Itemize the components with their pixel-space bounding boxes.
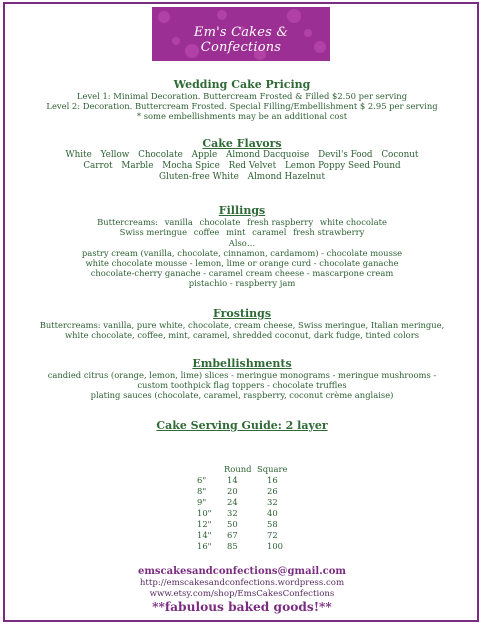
filling-item: white chocolate — [319, 217, 387, 228]
serving-col-square: Square — [257, 463, 288, 474]
flavor-item: Lemon Poppy Seed Pound — [284, 160, 401, 171]
flavors-section — [0, 137, 484, 184]
flavor-item: Red Velvet — [228, 160, 277, 171]
serving-col-size — [197, 463, 224, 474]
filling-item: coffee — [193, 227, 220, 238]
flavor-item: Carrot — [83, 160, 113, 171]
square-servings: 72 — [267, 530, 278, 541]
fillings-line: chocolate-cherry ganache - caramel cream cheese - mascarpone cream — [90, 268, 394, 279]
fillings-line: pastry cream (vanilla, chocolate, cinnamon, cardamom) - chocolate mousse — [81, 247, 403, 258]
filling-item: Swiss meringue — [119, 227, 188, 238]
flavor-item: Marble — [121, 160, 154, 171]
filling-item: caramel — [252, 227, 287, 238]
round-servings: 85 — [227, 541, 238, 552]
embellishments-line: candied citrus (orange, lemon, lime) slices - meringue monograms - meringue mushrooms - — [47, 370, 437, 381]
embellishments-line: plating sauces (chocolate, caramel, raspberry, coconut crème anglaise) — [90, 390, 394, 401]
flavors-heading: Cake Flavors — [202, 136, 282, 150]
frostings-line: white chocolate, coffee, mint, caramel, shredded coconut, dark fudge, tinted colors — [64, 329, 420, 340]
fillings-also: Also… — [228, 237, 256, 248]
logo-banner — [152, 7, 330, 61]
table-row — [197, 507, 287, 518]
table-row — [197, 541, 287, 552]
fillings-buttercream-row — [0, 217, 484, 227]
contact-section — [0, 565, 484, 615]
cake-size: 10" — [197, 507, 212, 518]
square-servings: 58 — [267, 519, 278, 530]
tagline: **fabulous baked goods!** — [152, 600, 332, 614]
contact-email[interactable]: emscakesandconfections@gmail.com — [137, 566, 347, 577]
flavor-item: Gluten-free White — [159, 172, 239, 183]
flavor-item: Chocolate — [138, 149, 183, 160]
round-servings: 14 — [227, 474, 238, 485]
flavor-item: Devil's Food — [318, 149, 373, 160]
filling-item: mint — [226, 227, 246, 238]
round-servings: 67 — [227, 530, 238, 541]
table-row — [197, 518, 287, 529]
cake-size: 14" — [197, 530, 212, 541]
flavor-item: Coconut — [381, 149, 419, 160]
fillings-buttercream-row — [0, 227, 484, 237]
cake-size: 9" — [197, 496, 207, 507]
pricing-section — [0, 78, 484, 122]
fillings-line: pistachio - raspberry jam — [188, 278, 296, 289]
cake-size: 16" — [197, 541, 212, 552]
serving-table — [197, 463, 287, 552]
pricing-line: Level 2: Decoration. Buttercream Frosted. Special Filling/Embellishment $ 2.95 per serving — [46, 101, 438, 112]
pricing-heading: Wedding Cake Pricing — [173, 78, 311, 91]
serving-col-round: Round — [224, 463, 252, 474]
fillings-line: white chocolate mousse - lemon, lime or orange curd - chocolate ganache — [85, 258, 399, 269]
flavor-item: Apple — [191, 149, 218, 160]
table-row — [197, 530, 287, 541]
embellishments-section — [0, 357, 484, 401]
fillings-buttercream-label: Buttercreams: — [97, 217, 159, 228]
pricing-note: * some embellishments may be an additional cost — [136, 111, 348, 122]
round-servings: 24 — [227, 496, 238, 507]
filling-item: chocolate — [199, 217, 241, 228]
frostings-heading: Frostings — [212, 306, 272, 320]
fillings-section — [0, 204, 484, 288]
square-servings: 100 — [267, 541, 283, 552]
flavor-row — [0, 172, 484, 183]
round-servings: 20 — [227, 485, 238, 496]
table-row — [197, 485, 287, 496]
menu-content — [0, 78, 484, 432]
blog-link[interactable]: http://emscakesandconfections.wordpress.com — [139, 578, 345, 588]
embellishments-line: custom toothpick flag toppers - chocolate truffles — [137, 380, 347, 391]
serving-header-row — [197, 463, 287, 474]
square-servings: 16 — [267, 474, 278, 485]
cake-size: 12" — [197, 519, 212, 530]
filling-item: vanilla — [164, 217, 193, 228]
frostings-section — [0, 307, 484, 340]
filling-item: fresh strawberry — [293, 227, 365, 238]
flavor-item: White — [65, 149, 92, 160]
embellishments-heading: Embellishments — [192, 357, 292, 371]
flavor-item: Almond Hazelnut — [247, 172, 325, 183]
square-servings: 40 — [267, 507, 278, 518]
flavor-row — [0, 161, 484, 172]
round-servings: 50 — [227, 519, 238, 530]
serving-heading: Cake Serving Guide: 2 layer — [156, 418, 328, 432]
frostings-line: Buttercreams: vanilla, pure white, chocolate, cream cheese, Swiss meringue, Italian meringue, — [39, 319, 445, 330]
flavor-item: Mocha Spice — [162, 160, 220, 171]
cake-size: 6" — [197, 474, 207, 485]
table-row — [197, 474, 287, 485]
filling-item: fresh raspberry — [247, 217, 314, 228]
fillings-heading: Fillings — [218, 204, 266, 218]
flavor-row — [0, 150, 484, 161]
round-servings: 32 — [227, 507, 238, 518]
flavor-item: Yellow — [100, 149, 130, 160]
etsy-link[interactable]: www.etsy.com/shop/EmsCakesConfections — [149, 589, 335, 599]
logo-title: Em's Cakes & Confections — [193, 25, 289, 55]
square-servings: 32 — [267, 496, 278, 507]
table-row — [197, 496, 287, 507]
flavor-item: Almond Dacquoise — [226, 149, 310, 160]
pricing-line: Level 1: Minimal Decoration. Buttercream Frosted & Filled $2.50 per serving — [76, 91, 408, 101]
square-servings: 26 — [267, 485, 278, 496]
cake-size: 8" — [197, 485, 207, 496]
serving-section — [0, 419, 484, 432]
